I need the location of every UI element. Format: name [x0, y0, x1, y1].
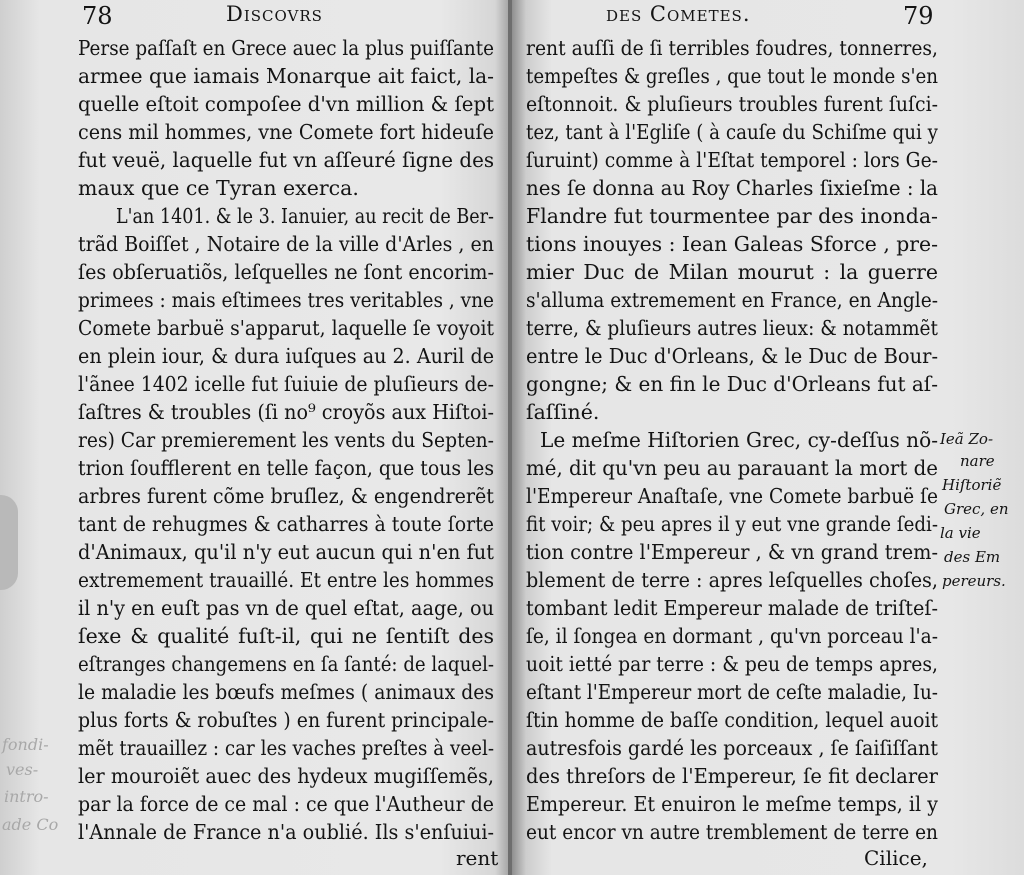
bleed-through-text: fondi-: [2, 735, 49, 754]
text-line: nes ſe donna au Roy Charles ſixieſme : la: [526, 176, 939, 200]
text-line: le maladie les bœufs meſmes ( animaux des: [78, 680, 495, 704]
text-line: fit voir; & peu apres il y eut vne grande ſedi-: [526, 512, 939, 536]
margin-note-line: Ieã Zo-: [940, 430, 994, 448]
text-line: eſtranges changemens en ſa ſanté: de laquel-: [78, 652, 495, 676]
text-line: res) Car premierement les vents du Septen-: [78, 428, 495, 452]
text-line: mier Duc de Milan mourut : la guerre: [526, 260, 938, 284]
page-number: 78: [82, 2, 113, 30]
text-line: plus forts & robuſtes ) en furent principale-: [78, 708, 494, 732]
text-line: Empereur. Et enuiron le meſme temps, il y: [526, 792, 939, 816]
text-line: armee que iamais Monarque ait faict, la-: [78, 64, 494, 88]
text-line: ſes obſeruatiõs, leſquelles ne ſont encorim-: [78, 260, 495, 284]
text-line: extremement trauaillé. Et entre les hommes: [78, 568, 495, 592]
catchword: rent: [456, 846, 499, 870]
text-line: des threſors de l'Empereur, ſe fit declarer: [526, 764, 939, 788]
margin-note-line: Grec, en: [944, 500, 1009, 518]
text-line: eſtonnoit. & pluſieurs troubles furent ſuſci-: [526, 92, 939, 116]
bleed-through-text: ves-: [6, 760, 39, 779]
bleed-through-text: ade Co: [2, 815, 59, 834]
text-line: ler mouroiẽt auec des hydeux mugiſſemẽs,: [78, 764, 495, 788]
thumb-shadow: [0, 495, 18, 590]
catchword: Cilice,: [864, 846, 928, 870]
text-line: mẽt trauaillez : car les vaches preſtes à veel-: [78, 736, 495, 760]
text-line: maux que ce Tyran exerca.: [78, 176, 359, 200]
text-line: cens mil hommes, vne Comete fort hideuſe: [78, 120, 494, 144]
text-line: tions inouyes : Iean Galeas Sforce , pre-: [526, 232, 938, 256]
text-line: ſaſtres & troubles (ſi no⁹ croyõs aux Hiſtoi-: [78, 400, 494, 424]
text-line: primees : mais eſtimees tres veritables , vne: [78, 288, 495, 312]
text-line: tombant ledit Empereur malade de triſteſ-: [526, 596, 938, 620]
text-line: gongne; & en fin le Duc d'Orleans fut aſ-: [526, 372, 938, 396]
text-line: autresfois gardé les porceaux , ſe ſaiſiſſant: [526, 736, 938, 760]
text-line: Perse paſſaſt en Grece auec la plus puiſſante: [78, 36, 494, 60]
text-line: ſexe & qualité fuſt-il, qui ne ſentiſt des: [78, 624, 494, 648]
text-line: s'alluma extremement en France, en Angle-: [526, 288, 938, 312]
text-line: tempeſtes & greſles , que tout le monde s'en: [526, 64, 939, 88]
text-line: trion ſoufflerent en telle façon, que tous les: [78, 456, 495, 480]
text-line: arbres furent cõme bruſlez, & engendrerẽt: [78, 484, 494, 508]
text-line: entre le Duc d'Orleans, & le Duc de Bour-: [526, 344, 939, 368]
paragraph-start-line: Le meſme Hiſtorien Grec, cy-deſſus nõ-: [540, 428, 938, 452]
margin-note-line: pereurs.: [942, 572, 1006, 590]
margin-note-line: la vie: [940, 524, 981, 542]
text-line: ſe, il ſongea en dormant , qu'vn porceau l'a-: [526, 624, 939, 648]
text-line: ſtin homme de baſſe condition, lequel auoit: [526, 708, 939, 732]
running-head: Discovrs: [226, 2, 323, 26]
text-line: tant de rehugmes & catharres à toute ſorte: [78, 512, 495, 536]
text-line: ſaſſiné.: [526, 400, 600, 424]
text-line: il n'y en euſt pas vn de quel eſtat, aage, ou: [78, 596, 494, 620]
text-line: l'Annale de France n'a oublié. Ils s'enſuiui-: [78, 820, 494, 844]
paragraph-start-line: L'an 1401. & le 3. Ianuier, au recit de Ber-: [116, 204, 494, 228]
text-line: eſtant l'Empereur mort de ceſte maladie, Iu-: [526, 680, 938, 704]
running-head: des Cometes.: [606, 2, 751, 26]
text-line: terre, & pluſieurs autres lieux: & notammẽt: [526, 316, 938, 340]
margin-note-line: des Em: [944, 548, 1001, 566]
text-line: trãd Boiſſet , Notaire de la ville d'Arles , en: [78, 232, 494, 256]
text-line: eut encor vn autre tremblement de terre en: [526, 820, 939, 844]
text-line: par la force de ce mal : ce que l'Autheur de: [78, 792, 495, 816]
page-number: 79: [903, 2, 934, 30]
text-line: Flandre fut tourmentee par des inonda-: [526, 204, 938, 228]
bleed-through-text: intro-: [4, 787, 49, 806]
text-line: fut veuë, laquelle fut vn aſſeuré ſigne des: [78, 148, 495, 172]
margin-note-line: nare: [960, 452, 995, 470]
text-line: Comete barbuë s'apparut, laquelle ſe voyoit: [78, 316, 495, 340]
text-line: blement de terre : apres leſquelles choſes,: [526, 568, 939, 592]
text-line: l'Empereur Anaſtaſe, vne Comete barbuë ſe: [526, 484, 938, 508]
margin-note-line: Hiſtoriẽ: [942, 476, 1002, 494]
text-line: d'Animaux, qu'il n'y eut aucun qui n'en fut: [78, 540, 494, 564]
text-line: uoit ietté par terre : & peu de temps apres,: [526, 652, 938, 676]
text-line: rent auſſi de ſi terribles foudres, tonnerres,: [526, 36, 938, 60]
right-page: [512, 0, 1024, 875]
text-line: l'ãnee 1402 icelle fut ſuiuie de pluſieurs de-: [78, 372, 495, 396]
text-line: tez, tant à l'Egliſe ( à cauſe du Schiſme qui y: [526, 120, 938, 144]
text-line: mé, dit qu'vn peu au parauant la mort de: [526, 456, 939, 480]
text-line: quelle eſtoit compoſee d'vn million & ſept: [78, 92, 494, 116]
text-line: en plein iour, & dura iuſques au 2. Auril de: [78, 344, 495, 368]
text-line: ſuruint) comme à l'Eſtat temporel : lors Ge-: [526, 148, 939, 172]
text-line: tion contre l'Empereur , & vn grand trem-: [526, 540, 938, 564]
